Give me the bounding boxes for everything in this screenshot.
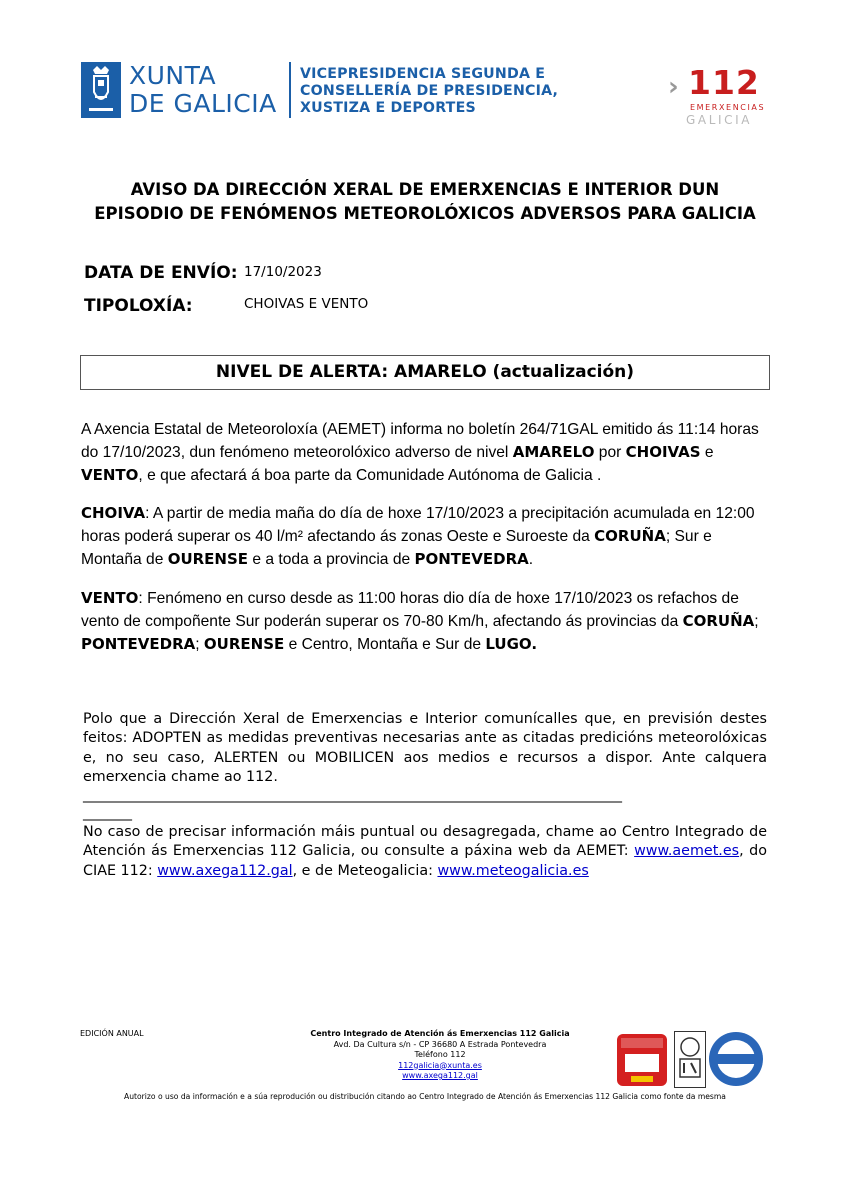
center-email-link[interactable]: 112galicia@xunta.es: [398, 1060, 482, 1070]
center-name: Centro Integrado de Atención ás Emerxencias 112 Galicia: [310, 1029, 570, 1038]
edition-label: EDICIÓN ANUAL: [80, 1029, 144, 1038]
chevron-right-icon: ›: [668, 72, 679, 102]
center-contact-info: [295, 1029, 585, 1082]
header-divider: [289, 62, 291, 118]
document-title: [60, 178, 790, 226]
iqnet-certification-icon: [706, 1030, 766, 1088]
center-web-link[interactable]: www.axega112.gal: [402, 1071, 478, 1080]
axega-link[interactable]: www.axega112.gal: [157, 862, 293, 879]
center-phone: Teléfono 112: [414, 1050, 466, 1059]
type-label: TIPOLOXÍA:: [84, 296, 193, 316]
dept-line2: CONSELLERÍA DE PRESIDENCIA,: [300, 83, 559, 99]
meteogalicia-link[interactable]: www.meteogalicia.es: [437, 862, 589, 879]
logo112-number: 112: [688, 63, 760, 102]
logo112-region: GALICIA: [686, 113, 753, 127]
dept-line1: VICEPRESIDENCIA SEGUNDA E: [300, 66, 546, 82]
xunta-line1: XUNTA: [129, 61, 217, 90]
alert-level-box: NIVEL DE ALERTA: AMARELO (actualización): [80, 355, 770, 390]
er-certification-icon: [674, 1031, 706, 1088]
xunta-wordmark: [129, 62, 277, 118]
center-address: Avd. Da Cultura s/n - CP 36680 A Estrada Pontevedra: [333, 1039, 547, 1049]
logo112-sub: EMERXENCIAS: [690, 103, 766, 112]
divider-line-cont: _______: [83, 805, 132, 821]
wind-paragraph: VENTO: Fenómeno en curso desde as 11:00 horas dio día de hoxe 17/10/2023 os refachos de vento de compoñente Sur poderán superar os 70-80 Km/h, afectando ás provincias da CORUÑA; PONTEVEDRA; OURENSE e Centro, Montaña e Sur de LUGO.: [81, 589, 759, 653]
info-paragraph: No caso de precisar información máis puntual ou desagregada, chame ao Centro Integrado de Atención ás Emerxencias 112 Galicia, ou consulte a páxina web da AEMET: www.aemet.es, do CIAE 112: www.axega112.gal, e de Meteogalicia: www.meteogalicia.es: [83, 824, 767, 879]
department-name: [300, 66, 558, 117]
xunta-line2: DE GALICIA: [129, 89, 277, 118]
emergency-112-logo: [668, 63, 766, 127]
aemet-link[interactable]: www.aemet.es: [634, 843, 740, 860]
rain-paragraph: CHOIVA: A partir de media maña do día de hoxe 17/10/2023 a precipitación acumulada en 12:00 horas poderá superar os 40 l/m² afectando ás zonas Oeste e Suroeste da CORUÑA; Sur e Montaña de OURENSE e a toda a provincia de PONTEVEDRA.: [81, 504, 755, 568]
bulletin-paragraph: A Axencia Estatal de Meteoroloxía (AEMET) informa no boletín 264/71GAL emitido ás 11:14 horas do 17/10/2023, dun fenómeno meteorolóxico adverso de nivel AMARELO por CHOIVAS e VENTO, e que afectará á boa parte da Comunidade Autónoma de Galicia .: [81, 421, 759, 484]
authorization-notice: Autorizo o uso da información e a súa reprodución ou distribución citando ao Centro Integrado de Atención ás Emerxencias 112 Galicia como fonte da mesma: [124, 1092, 726, 1101]
type-value: CHOIVAS E VENTO: [244, 296, 369, 312]
instructions-paragraph: Polo que a Dirección Xeral de Emerxencias e Interior comunícalles que, en previsión destes feitos: ADOPTEN as medidas preventivas necesarias ante as citadas predicións meteorolóxicas e, no seu caso, ALERTEN ou MOBILICEN aos medios e recursos a dispor. Ante calquera emerxencia chame ao 112.: [83, 711, 767, 785]
title-line2: EPISODIO DE FENÓMENOS METEOROLÓXICOS ADVERSOS PARA GALICIA: [94, 204, 756, 223]
quality-seal-112-icon: [617, 1034, 667, 1086]
title-line1: AVISO DA DIRECCIÓN XERAL DE EMERXENCIAS E INTERIOR DUN: [130, 180, 720, 199]
date-label: DATA DE ENVÍO:: [84, 263, 238, 283]
dept-line3: XUSTIZA E DEPORTES: [300, 100, 476, 116]
divider-line: _____________________________________________________________________________: [83, 787, 622, 803]
xunta-shield-logo: [81, 62, 121, 118]
date-value: 17/10/2023: [244, 264, 322, 280]
